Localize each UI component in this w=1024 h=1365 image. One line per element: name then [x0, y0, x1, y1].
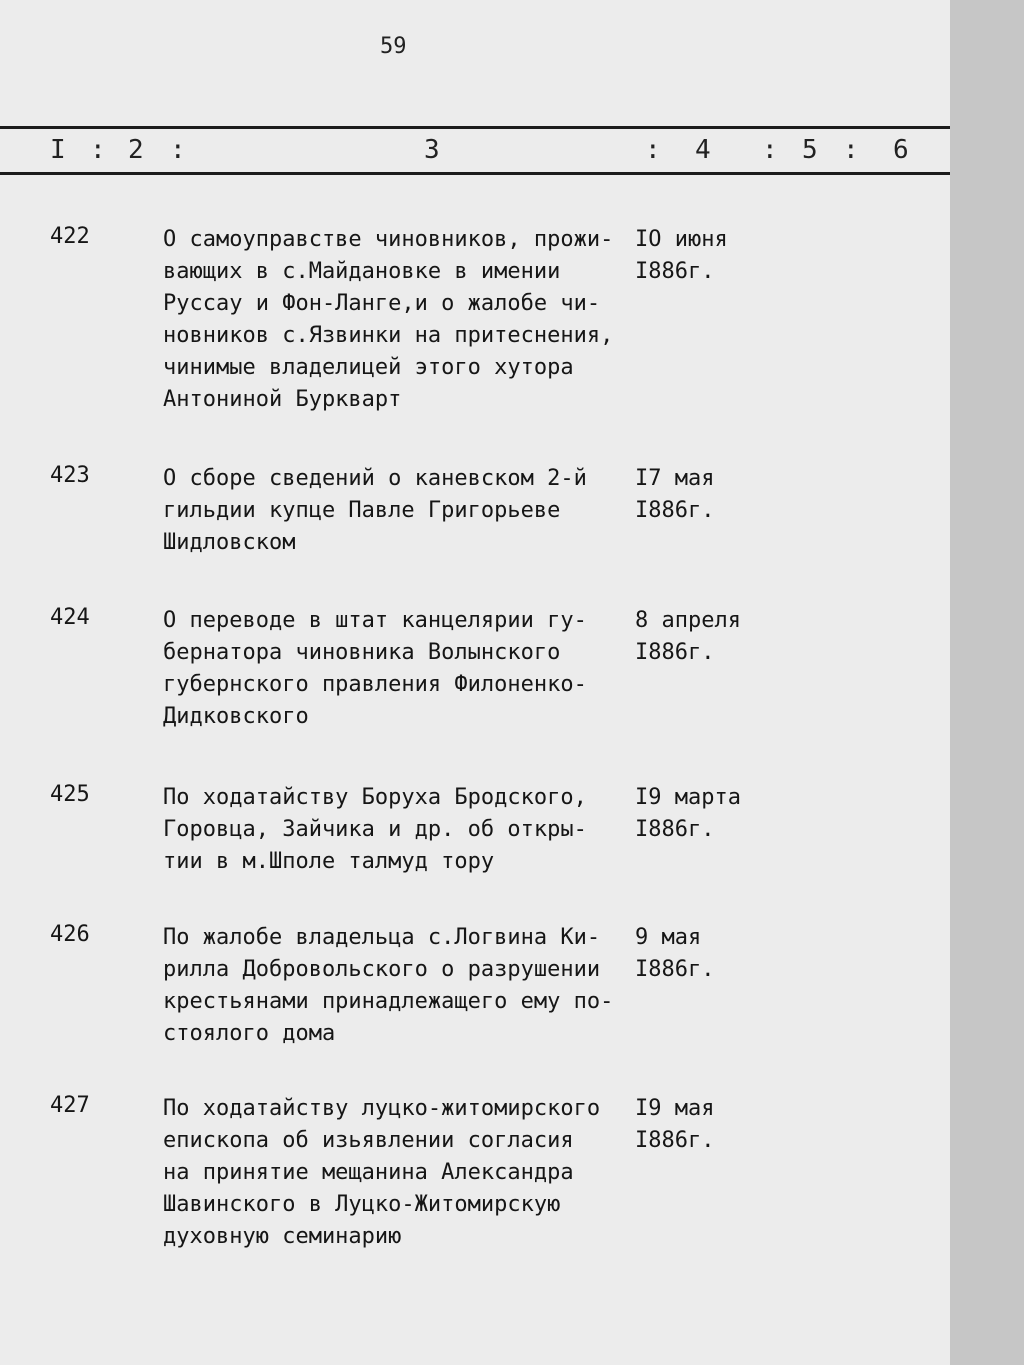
column-header-3: 3 [424, 135, 440, 165]
row-date: 9 мая I886г. [635, 925, 715, 982]
column-separator: : [843, 135, 859, 165]
row-title: По ходатайству Боруха Бродского, Горовца, Зайчика и др. об откры- тии в м.Шполе талмуд тору [163, 785, 587, 874]
column-separator: : [645, 135, 661, 165]
row-number: 425 [50, 782, 90, 807]
row-number: 424 [50, 605, 90, 630]
row-number: 423 [50, 463, 90, 488]
row-date: IO июня I886г. [635, 227, 728, 284]
column-separator: : [170, 135, 186, 165]
column-separator: : [90, 135, 106, 165]
row-title: О переводе в штат канцелярии гу- бернатора чиновника Волынского губернского правления Филоненко- Дидковского [163, 608, 587, 729]
page-edge [950, 0, 1024, 1365]
row-number: 422 [50, 224, 90, 249]
row-number: 426 [50, 922, 90, 947]
column-header-6: 6 [893, 135, 909, 165]
row-title: По жалобе владельца с.Логвина Ки- рилла Добровольского о разрушении крестьянами принадлежащего ему по- стоялого дома [163, 925, 614, 1046]
row-date: I9 мая I886г. [635, 1096, 715, 1153]
row-number: 427 [50, 1093, 90, 1118]
header-top-rule [0, 126, 950, 129]
row-title: О самоуправстве чиновников, прожи- вающих в с.Майдановке в имении Руссау и Фон-Ланге,и о жалобе чи- новников с.Язвинки на притеснения, чинимые владелицей этого хутора Антониной Буркварт [163, 227, 614, 412]
column-header-1: I [50, 135, 66, 165]
header-bottom-rule [0, 172, 950, 175]
row-date: 8 апреля I886г. [635, 608, 741, 665]
row-title: О сборе сведений о каневском 2-й гильдии купце Павле Григорьеве Шидловском [163, 466, 587, 555]
column-header-4: 4 [695, 135, 711, 165]
column-header-5: 5 [802, 135, 818, 165]
column-header-2: 2 [128, 135, 144, 165]
row-date: I9 марта I886г. [635, 785, 741, 842]
row-date: I7 мая I886г. [635, 466, 715, 523]
row-title: По ходатайству луцко-житомирского епископа об изьявлении согласия на принятие мещанина Александра Шавинского в Луцко-Житомирскую духовную семинарию [163, 1096, 601, 1249]
page-number: 59 [380, 34, 407, 59]
column-separator: : [762, 135, 778, 165]
